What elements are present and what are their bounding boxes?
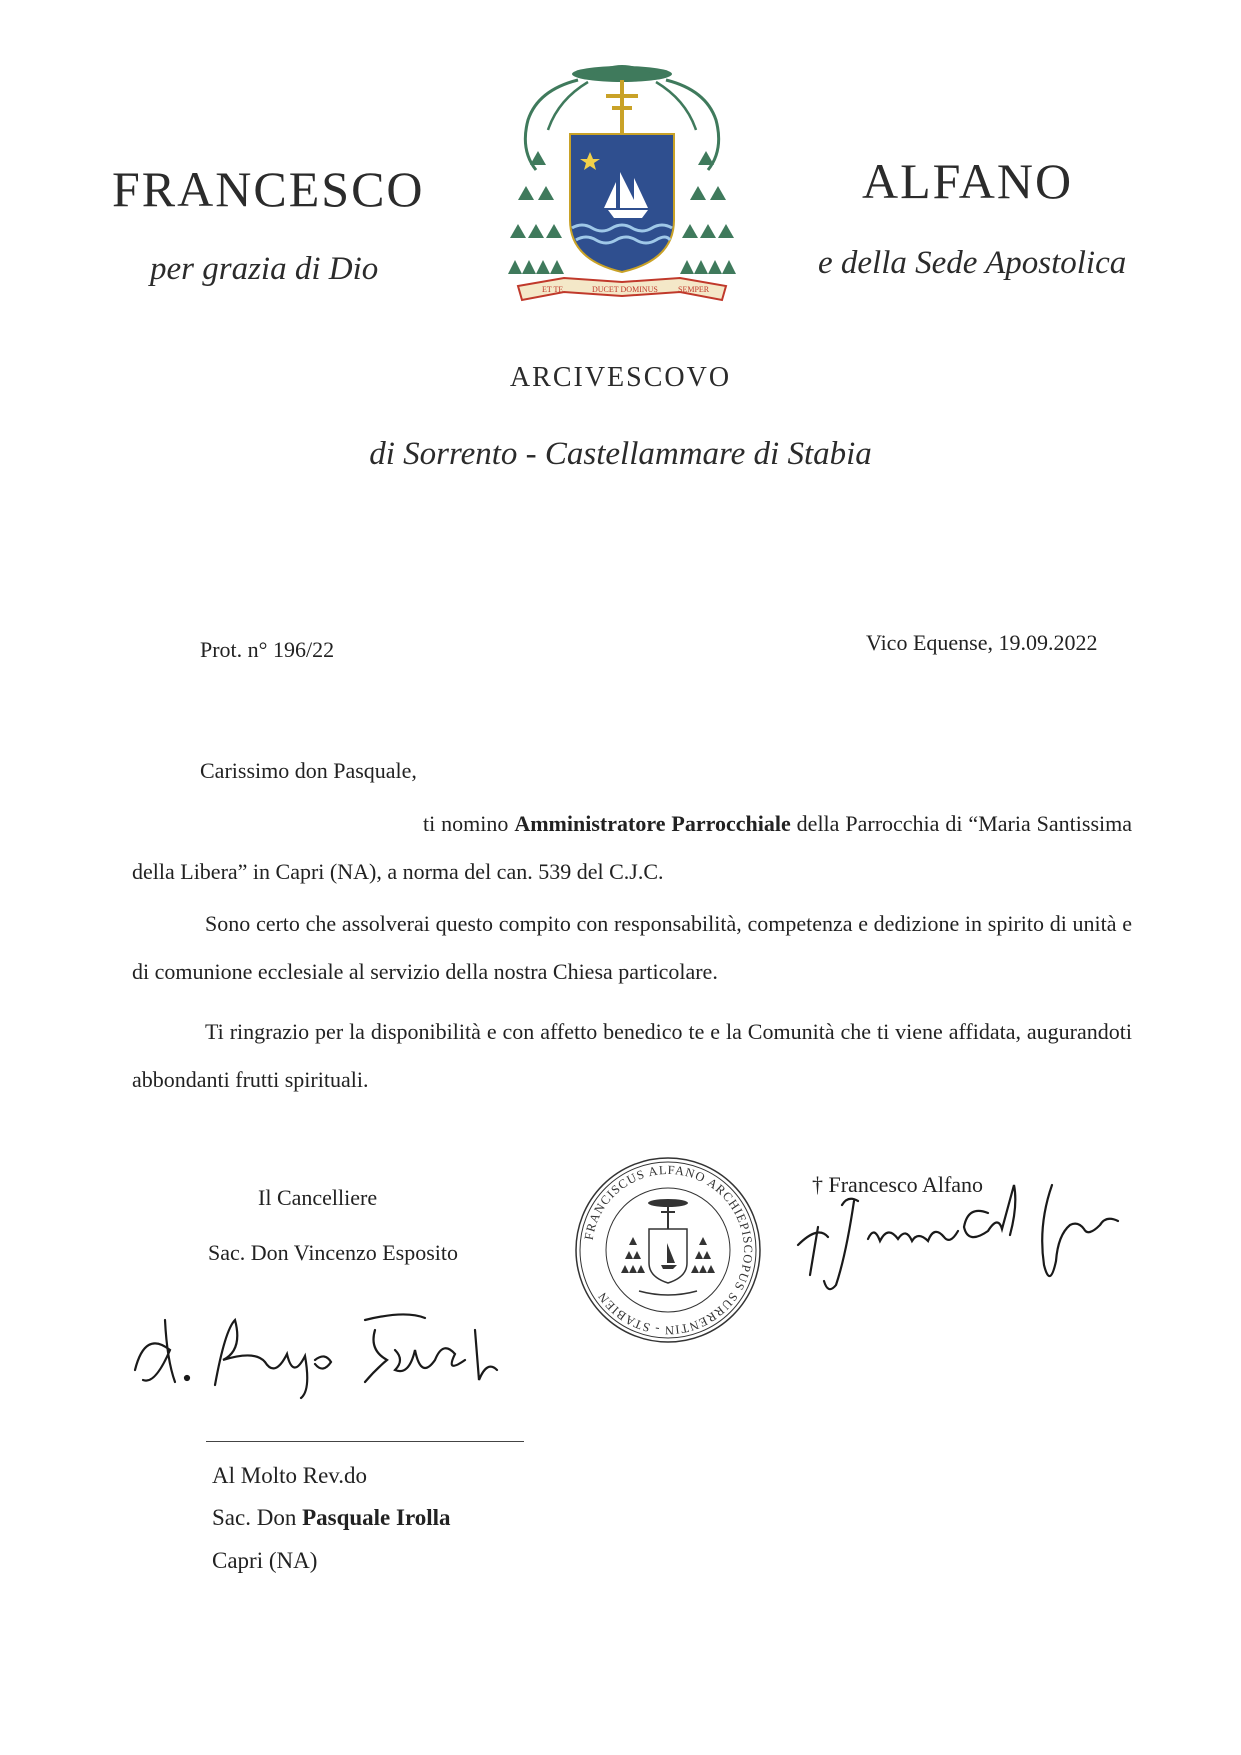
letterhead-first-name: FRANCESCO	[112, 161, 425, 217]
addressee-title: Sac. Don	[212, 1505, 303, 1530]
addressee-line-3: Capri (NA)	[212, 1548, 318, 1573]
paragraph-appointment-before: ti nomino	[423, 811, 515, 836]
addressee-line-1: Al Molto Rev.do	[212, 1463, 368, 1488]
coat-of-arms-icon	[508, 60, 736, 310]
paragraph-appointment	[132, 800, 1132, 896]
letterhead-title: ARCIVESCOVO	[509, 362, 732, 393]
paragraph-appointment-after: della Parrocchia di “Maria Santissima della Libera” in Capri (NA), a norma del can. 539 del C.J.C.	[132, 811, 1133, 884]
archdiocese-seal-icon	[573, 1155, 763, 1345]
salutation: Carissimo don Pasquale,	[200, 758, 417, 783]
addressee-name: Pasquale Irolla	[302, 1505, 451, 1530]
place-date: Vico Equense, 19.09.2022	[866, 630, 1098, 655]
paragraph-confidence: Sono certo che assolverai questo compito con responsabilità, competenza e dedizione in spirito di unità e di comunione ecclesiale al servizio della nostra Chiesa particolare.	[132, 911, 1132, 984]
letterhead-subtitle-right: e della Sede Apostolica	[818, 245, 1127, 281]
archbishop-name: † Francesco Alfano	[812, 1172, 984, 1197]
motto-left: ET TE	[542, 285, 564, 294]
chancellor-title: Il Cancelliere	[258, 1185, 378, 1210]
motto-right: SEMPER	[678, 285, 710, 294]
protocol-number: Prot. n° 196/22	[200, 637, 335, 662]
letterhead-subtitle-left: per grazia di Dio	[150, 251, 379, 287]
paragraph-thanks: Ti ringrazio per la disponibilità e con affetto benedico te e la Comunità che ti viene affidata, augurandoti abbondanti frutti spirituali.	[132, 1019, 1132, 1092]
motto-center: DUCET DOMINUS	[592, 285, 658, 294]
addressee-divider	[206, 1441, 524, 1442]
letterhead-see: di Sorrento - Castellammare di Stabia	[369, 436, 872, 472]
chancellor-name: Sac. Don Vincenzo Esposito	[208, 1240, 459, 1265]
seal-text: FRANCISCUS ALFANO ARCHIEPISCOPUS SURRENTIN - STABIEN	[581, 1162, 756, 1338]
appointment-role: Amministratore Parrocchiale	[514, 811, 791, 836]
letterhead-last-name: ALFANO	[862, 153, 1074, 209]
addressee-line-2	[212, 1505, 451, 1531]
chancellor-signature-icon	[125, 1290, 545, 1400]
